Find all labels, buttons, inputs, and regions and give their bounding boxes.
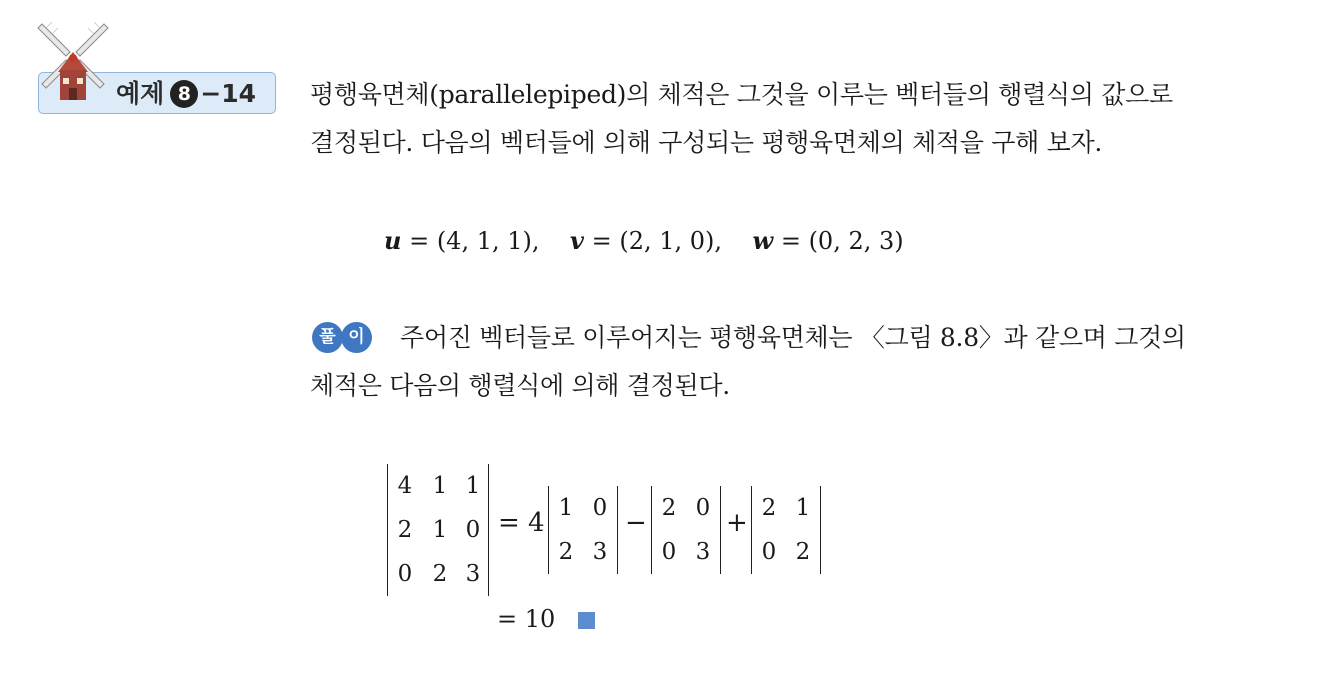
minor-cell: 2 — [661, 495, 677, 521]
example-label — [116, 77, 256, 111]
minor-3 — [751, 486, 821, 574]
qed-square-icon — [578, 612, 595, 629]
minor-cell: 1 — [558, 495, 574, 521]
matrix-cell: 1 — [465, 473, 481, 499]
matrix-cell: 4 — [397, 473, 413, 499]
vector-v-value: = (2, 1, 0), — [583, 227, 723, 255]
minor-cell: 3 — [592, 539, 608, 565]
matrix-cell: 3 — [465, 561, 481, 587]
solution-line-1: 주어진 벡터들로 이루어지는 평행육면체는 〈그림 8.8〉과 같으며 그것의 — [400, 323, 1186, 352]
windmill-icon — [28, 8, 118, 108]
matrix-3x3 — [387, 464, 489, 596]
equals-sign: = — [498, 508, 520, 538]
minor-cell: 2 — [761, 495, 777, 521]
matrix-cell: 1 — [432, 517, 448, 543]
example-number: −14 — [200, 79, 257, 108]
solution-badge-2: 이 — [341, 322, 372, 353]
plus-sign: + — [726, 508, 748, 538]
solution-badge-1: 풀 — [312, 322, 343, 353]
vector-u-name: u — [384, 226, 402, 255]
cofactor-coefficient: 4 — [528, 508, 545, 538]
solution-badge — [312, 322, 370, 353]
minor-cell: 1 — [795, 495, 811, 521]
minor-cell: 0 — [695, 495, 711, 521]
matrix-cell: 2 — [432, 561, 448, 587]
minor-1 — [548, 486, 618, 574]
minor-cell: 0 — [592, 495, 608, 521]
problem-line-2: 결정된다. 다음의 벡터들에 의해 구성되는 평행육면체의 체적을 구해 보자. — [310, 128, 1102, 157]
minor-2 — [651, 486, 721, 574]
minor-cell: 3 — [695, 539, 711, 565]
vector-definitions — [384, 226, 904, 255]
result-value: = 10 — [497, 605, 556, 633]
solution-line-2: 체적은 다음의 행렬식에 의해 결정된다. — [310, 371, 730, 400]
minor-cell: 2 — [795, 539, 811, 565]
minor-cell: 0 — [761, 539, 777, 565]
vector-v-name: v — [570, 226, 584, 255]
minus-sign: − — [625, 508, 647, 538]
problem-line-1: 평행육면체(parallelepiped)의 체적은 그것을 이루는 벡터들의 행렬식의 값으로 — [310, 80, 1173, 109]
example-prefix: 예제 — [116, 79, 165, 108]
matrix-cell: 1 — [432, 473, 448, 499]
minor-cell: 2 — [558, 539, 574, 565]
matrix-cell: 0 — [465, 517, 481, 543]
vector-u-value: = (4, 1, 1), — [401, 227, 540, 255]
vector-w-name: w — [752, 226, 774, 255]
minor-cell: 0 — [661, 539, 677, 565]
vector-w-value: = (0, 2, 3) — [773, 227, 904, 255]
matrix-cell: 0 — [397, 561, 413, 587]
matrix-cell: 2 — [397, 517, 413, 543]
chapter-number-circle: 8 — [170, 80, 198, 108]
